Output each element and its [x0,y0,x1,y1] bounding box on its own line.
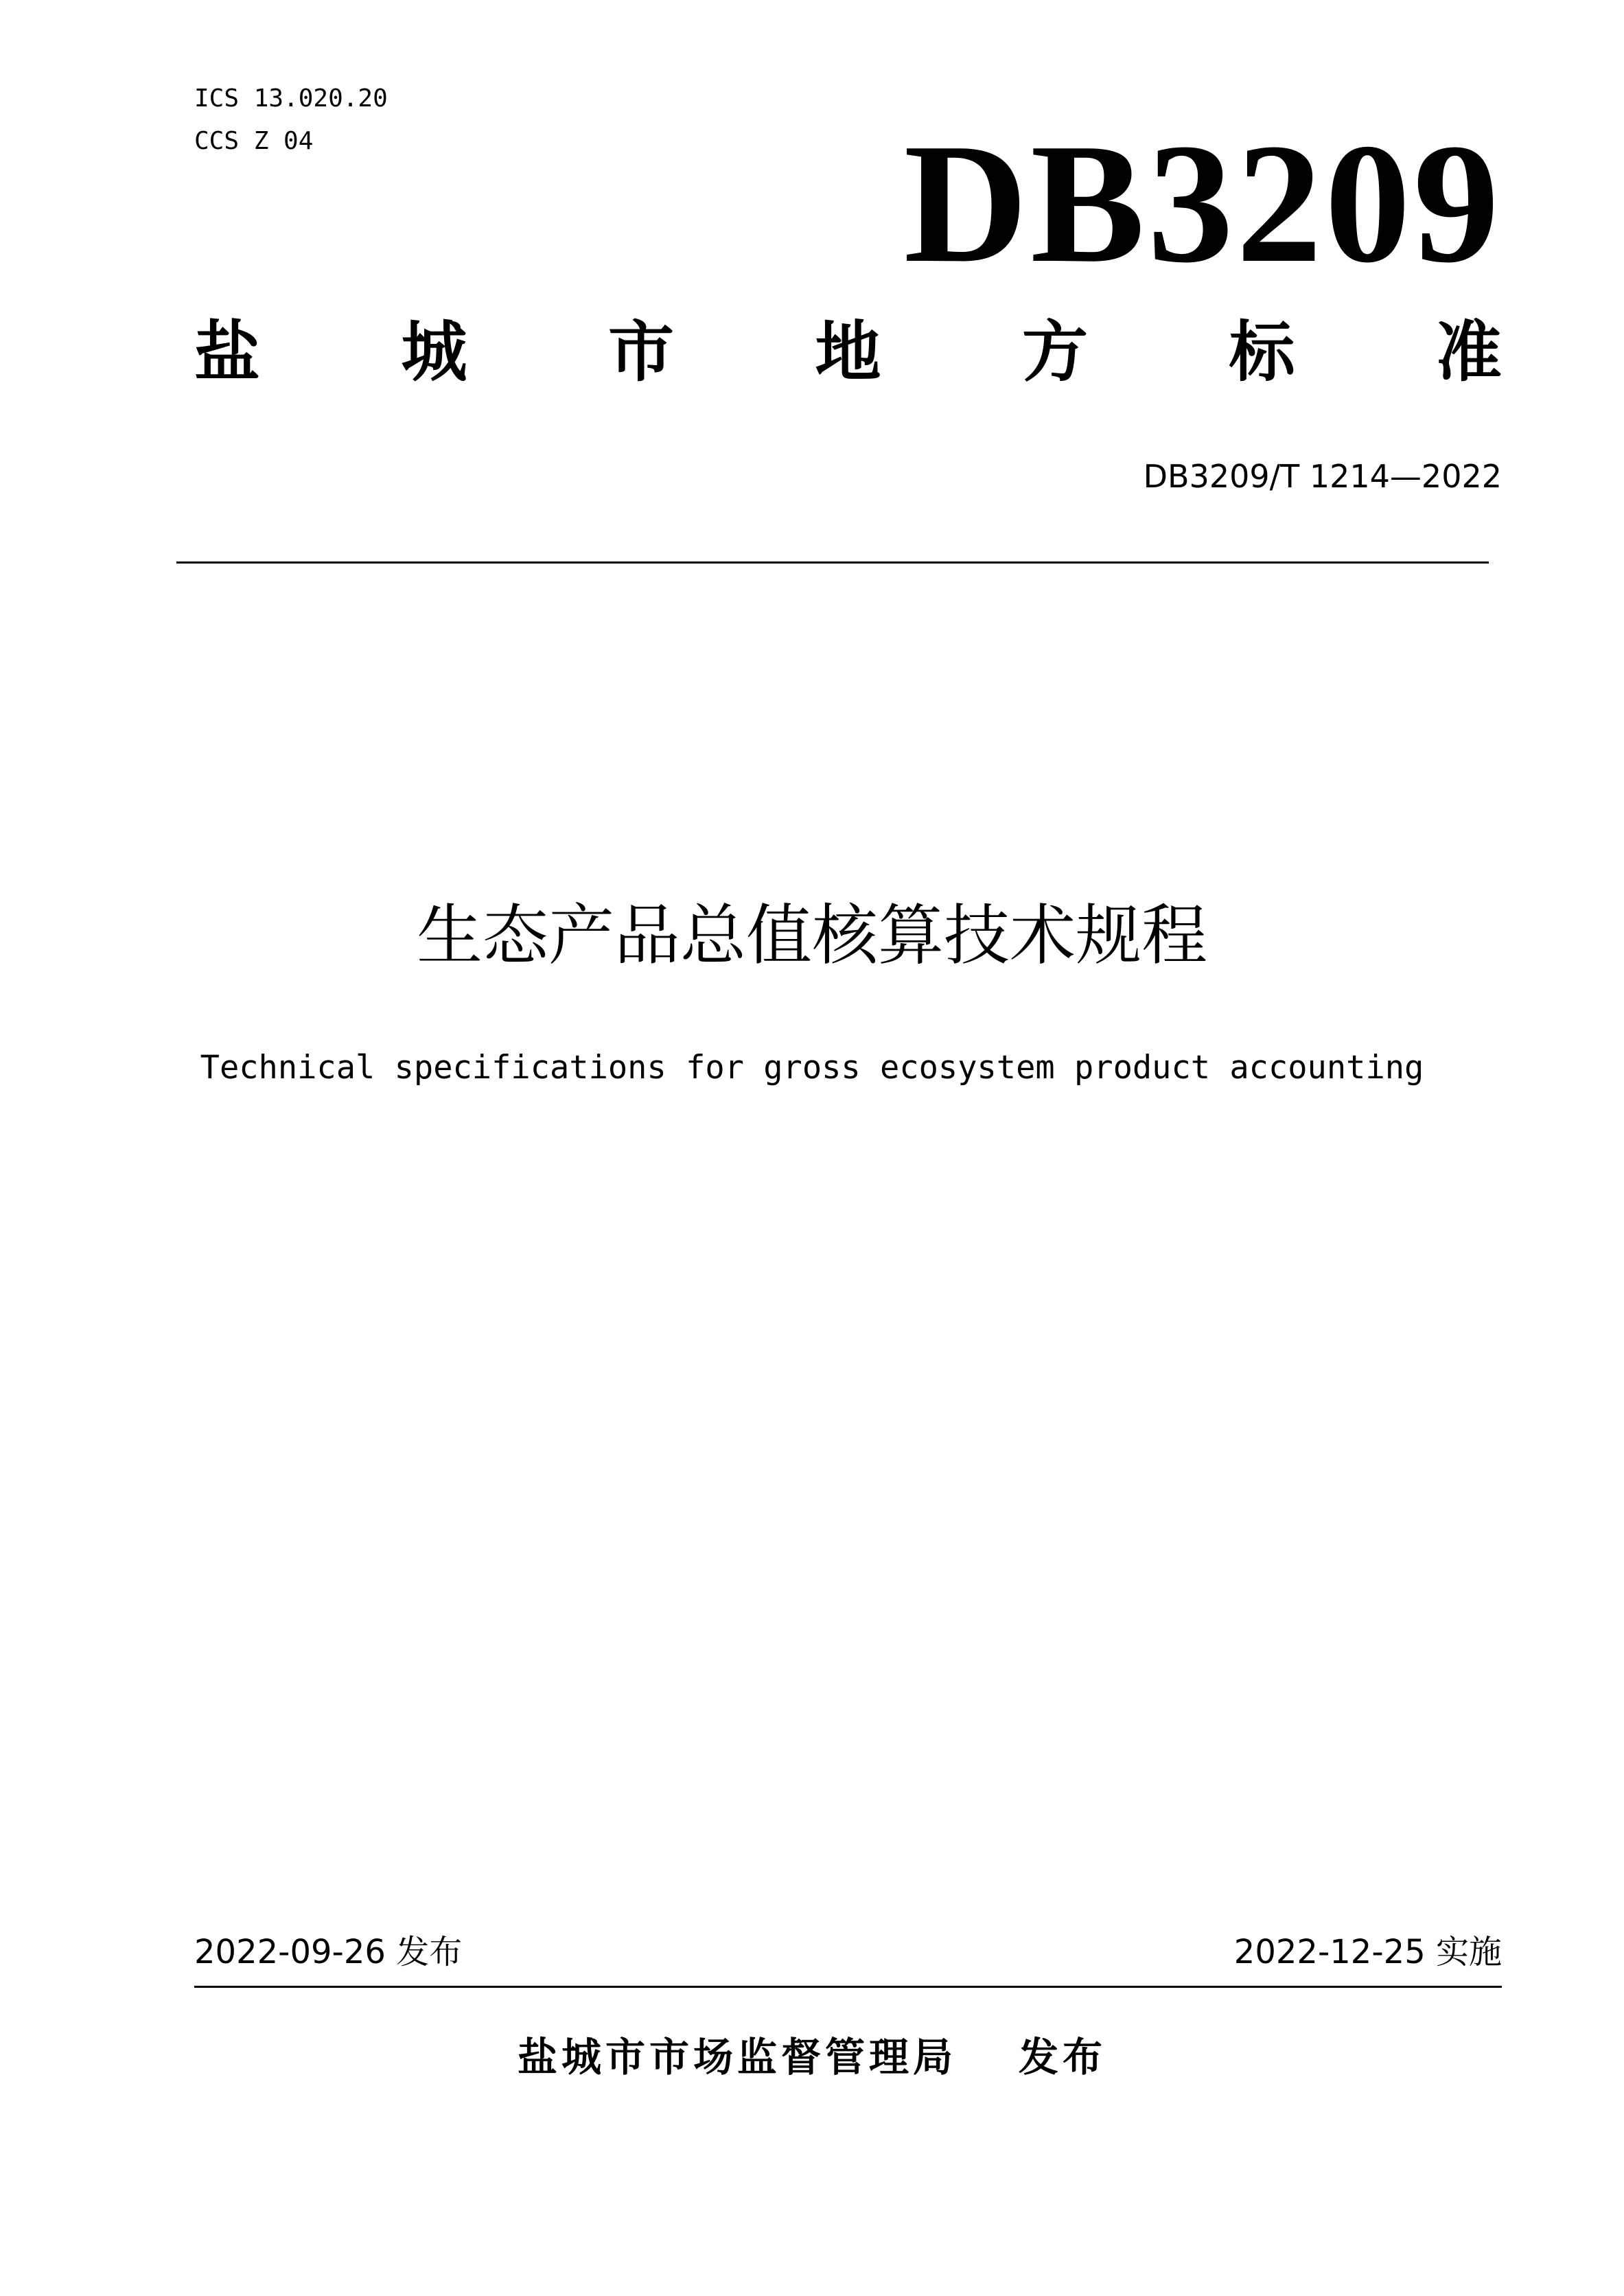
title-char: 准 [1436,314,1502,391]
title-char: 盐 [194,314,260,391]
title-char: 地 [815,314,881,391]
publisher-name: 盐城市市场监督管理局 [517,2034,957,2080]
ics-code: ICS 13.020.20 [194,84,388,113]
bottom-divider [194,1986,1502,1988]
standard-prefix-code: DB3209 [903,108,1502,299]
document-title-chinese: 生态产品总值核算技术规程 [417,897,1207,974]
title-char: 市 [608,314,674,391]
document-title-english: Technical specifications for gross ecosystem product accounting [200,1049,1424,1087]
title-char: 城 [401,314,467,391]
implementation-date: 2022-12-25 实施 [1233,1933,1502,1971]
top-divider [176,561,1489,564]
title-char: 方 [1022,314,1088,391]
standard-number: DB3209/T 1214—2022 [1143,458,1502,495]
title-char: 标 [1229,314,1295,391]
standard-category-title [194,314,1502,390]
publisher-action: 发布 [1019,2034,1107,2080]
ccs-code: CCS Z 04 [194,127,314,155]
publisher-line [0,2033,1624,2081]
issue-date: 2022-09-26 发布 [194,1933,463,1971]
